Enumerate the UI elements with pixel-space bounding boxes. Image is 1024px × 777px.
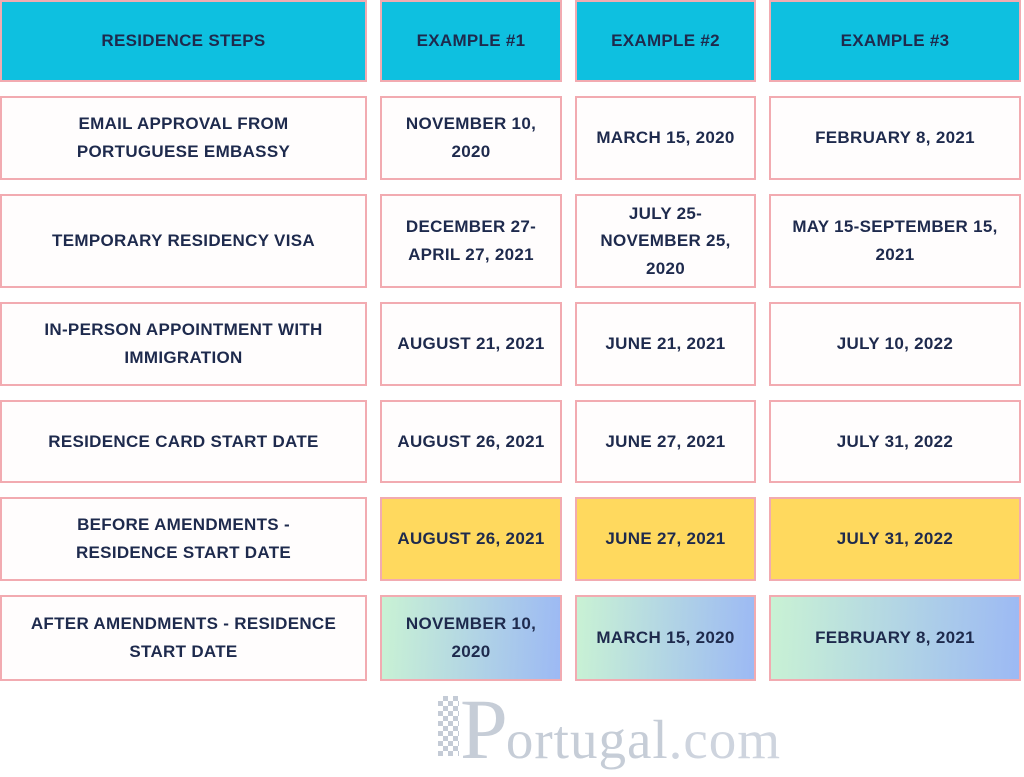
header-label: EXAMPLE #3: [840, 31, 950, 51]
cell-example1-email-approval: NOVEMBER 10, 2020: [380, 96, 562, 180]
logo-initial: P: [460, 681, 506, 777]
logo-wordmark: [460, 681, 782, 777]
header-label: EXAMPLE #1: [416, 31, 526, 51]
cell-example1-in-person-appointment: AUGUST 21, 2021: [380, 302, 562, 386]
cell-example2-after-amendments: MARCH 15, 2020: [575, 595, 756, 681]
cell-step-in-person-appointment: IN-PERSON APPOINTMENT WITH IMMIGRATION: [0, 302, 367, 386]
cell-example3-in-person-appointment: JULY 10, 2022: [769, 302, 1021, 386]
header-label: RESIDENCE STEPS: [101, 31, 266, 51]
azulejo-tile-pattern-icon: [438, 696, 459, 756]
logo-suffix: .com: [668, 709, 782, 770]
cell-example2-email-approval: MARCH 15, 2020: [575, 96, 756, 180]
cell-example1-residence-card-start: AUGUST 26, 2021: [380, 400, 562, 483]
cell-example2-in-person-appointment: JUNE 21, 2021: [575, 302, 756, 386]
cell-example2-before-amendments: JUNE 27, 2021: [575, 497, 756, 581]
cell-step-after-amendments: AFTER AMENDMENTS - RESIDENCE START DATE: [0, 595, 367, 681]
cell-example3-before-amendments: JULY 31, 2022: [769, 497, 1021, 581]
cell-example1-after-amendments: NOVEMBER 10, 2020: [380, 595, 562, 681]
header-example-3: [769, 0, 1021, 82]
portugal-com-logo: [438, 681, 782, 777]
cell-example2-residence-card-start: JUNE 27, 2021: [575, 400, 756, 483]
cell-example3-after-amendments: FEBRUARY 8, 2021: [769, 595, 1021, 681]
cell-example3-residence-card-start: JULY 31, 2022: [769, 400, 1021, 483]
cell-step-temporary-visa: TEMPORARY RESIDENCY VISA: [0, 194, 367, 288]
cell-step-before-amendments: BEFORE AMENDMENTS - RESIDENCE START DATE: [0, 497, 367, 581]
cell-example3-temporary-visa: MAY 15-SEPTEMBER 15, 2021: [769, 194, 1021, 288]
cell-example3-email-approval: FEBRUARY 8, 2021: [769, 96, 1021, 180]
header-residence-steps: [0, 0, 367, 82]
header-example-1: [380, 0, 562, 82]
cell-step-residence-card-start: RESIDENCE CARD START DATE: [0, 400, 367, 483]
cell-example1-before-amendments: AUGUST 26, 2021: [380, 497, 562, 581]
cell-example1-temporary-visa: DECEMBER 27-APRIL 27, 2021: [380, 194, 562, 288]
logo-rest: ortugal: [505, 709, 669, 770]
header-label: EXAMPLE #2: [611, 31, 720, 51]
header-example-2: [575, 0, 756, 82]
cell-step-email-approval: EMAIL APPROVAL FROM PORTUGUESE EMBASSY: [0, 96, 367, 180]
cell-example2-temporary-visa: JULY 25-NOVEMBER 25, 2020: [575, 194, 756, 288]
